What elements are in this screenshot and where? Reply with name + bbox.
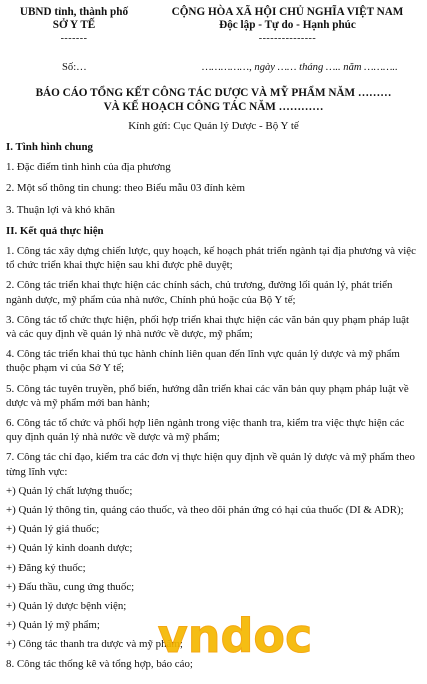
national-motto: Độc lập - Tự do - Hạnh phúc: [219, 19, 356, 31]
body-paragraph: 1. Công tác xây dựng chiến lược, quy hoạch, kế hoạch phát triển ngành tại địa phương và việc tổ chức triển khai thực hiện sau khi được phê duyệt;: [6, 245, 416, 272]
issuer-underline: -------: [60, 33, 88, 44]
body-paragraph: 8. Công tác thống kê và tổng hợp, báo cáo;: [6, 657, 193, 670]
body-paragraph: +) Đăng ký thuốc;: [6, 561, 86, 574]
body-paragraph: 4. Công tác triển khai thủ tục hành chính liên quan đến lĩnh vực quản lý dược và mỹ phẩm thuộc phạm vi của Sở Y tế;: [6, 348, 400, 375]
svg-text:vndoc: vndoc: [157, 609, 313, 663]
report-body: [6, 140, 421, 671]
national-underline: ---------------: [258, 33, 317, 44]
body-paragraph: 7. Công tác chỉ đạo, kiểm tra các đơn vị thực hiện quy định về quản lý dược và mỹ phẩm theo từng lĩnh vực:: [6, 451, 415, 478]
national-header: [148, 6, 427, 45]
body-paragraph: 2. Một số thông tin chung: theo Biểu mẫu 03 đính kèm: [6, 182, 245, 195]
body-paragraph: +) Quản lý giá thuốc;: [6, 523, 100, 536]
report-title-line-2: VÀ KẾ HOẠCH CÔNG TÁC NĂM …………: [103, 101, 324, 113]
body-paragraph: +) Quản lý thông tin, quảng cáo thuốc, và theo dõi phản ứng có hại của thuốc (DI & ADR);: [6, 504, 404, 517]
body-paragraph: +) Quản lý mỹ phẩm;: [6, 619, 100, 632]
national-name: CỘNG HÒA XÃ HỘI CHỦ NGHĨA VIỆT NAM: [171, 6, 404, 18]
body-paragraph: +) Công tác thanh tra dược và mỹ phẩm;: [6, 638, 183, 651]
document-date: ……………, ngày …… tháng ….. năm ………..: [202, 62, 398, 73]
body-paragraph: 3. Thuận lợi và khó khăn: [6, 203, 116, 216]
document-number: Số:…: [62, 62, 87, 73]
issuer-block: [4, 6, 144, 45]
body-paragraph: +) Quản lý kinh doanh dược;: [6, 542, 133, 555]
recipient-line: Kính gửi: Cục Quản lý Dược - Bộ Y tế: [128, 120, 299, 132]
body-paragraph: +) Quản lý dược bệnh viện;: [6, 600, 127, 613]
body-paragraph: 5. Công tác tuyên truyền, phổ biến, hướng dẫn triển khai các văn bản quy phạm pháp luật về dược và mỹ phẩm mới ban hành;: [6, 382, 409, 409]
section-heading: I. Tình hình chung: [6, 141, 93, 153]
body-paragraph: 3. Công tác tổ chức thực hiện, phối hợp triển khai thực hiện các văn bản quy phạm pháp luật và các quy định về quản lý nhà nước về dược, mỹ phẩm;: [6, 313, 410, 341]
report-title-line-1: BÁO CÁO TỔNG KẾT CÔNG TÁC DƯỢC VÀ MỸ PHẨM NĂM ………: [35, 87, 392, 99]
body-paragraph: 6. Công tác tổ chức và phối hợp liên ngành trong việc thanh tra, kiểm tra việc thực hiện các quy định quản lý nhà nước về dược và mỹ phẩm;: [6, 417, 405, 444]
issuer-authority: UBND tỉnh, thành phố: [19, 6, 129, 18]
document-number-line: [62, 62, 422, 73]
issuer-department: SỞ Y TẾ: [52, 19, 96, 31]
section-heading: II. Kết quả thực hiện: [6, 224, 104, 237]
body-paragraph: +) Quản lý chất lượng thuốc;: [6, 484, 133, 497]
body-paragraph: +) Đấu thầu, cung ứng thuốc;: [6, 580, 135, 593]
body-paragraph: 1. Đặc điểm tình hình của địa phương: [6, 161, 171, 174]
body-paragraph: 2. Công tác triển khai thực hiện các chính sách, chủ trương, đường lối quản lý, phát triển ngành dược, mỹ phẩm của nhà nước, Chính phủ hoặc của Bộ Y tế;: [6, 279, 393, 306]
